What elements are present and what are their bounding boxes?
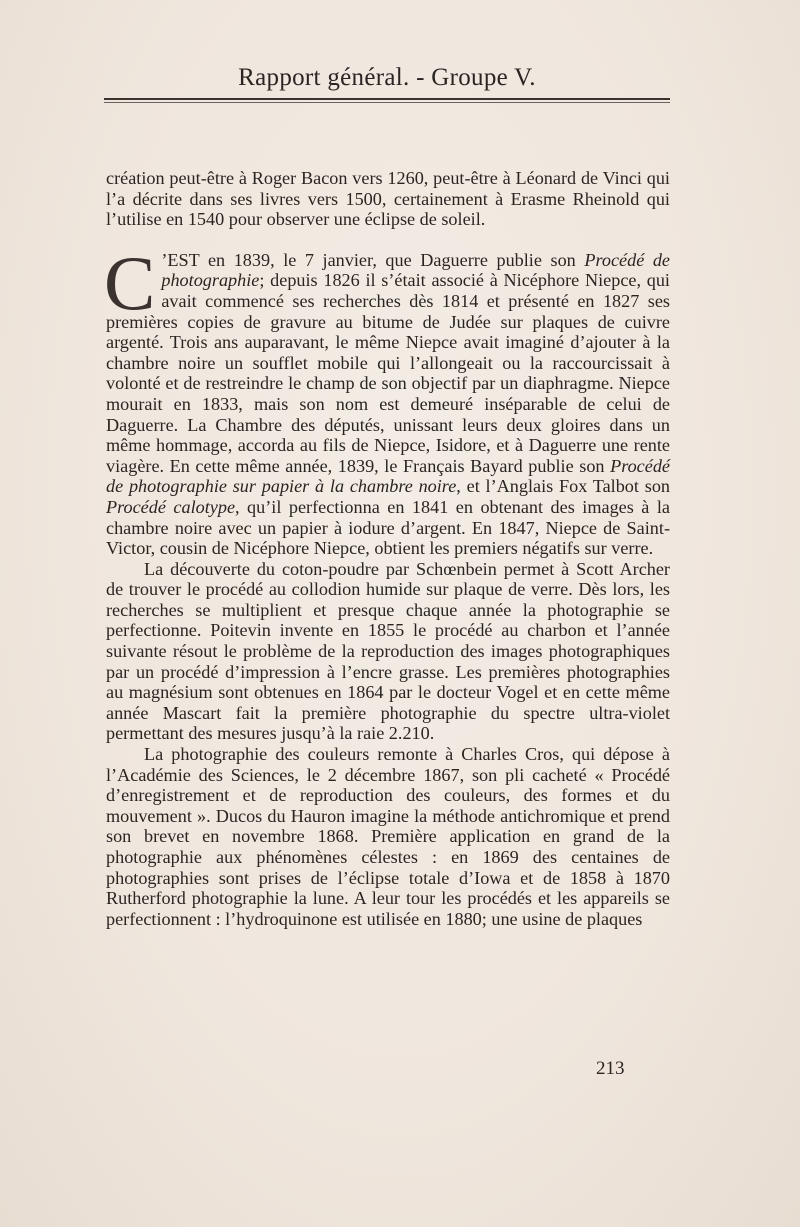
page-number: 213 (596, 1058, 625, 1079)
text-run: , qu’il perfectionna en 1841 en obtenant des images à la chambre noire avec un papier à iodure d’argent. En 1847, Niepce de Saint-Victor, cousin de Nicéphore Niepce, obtient les premiers négatifs sur verre. (106, 496, 670, 559)
italic-title: Procédé calotype (106, 496, 236, 517)
header-rule (104, 98, 670, 100)
text-run: ; depuis 1826 il s’était associé à Nicéphore Niepce, qui avait commencé ses recherches dès 1814 et présenté en 1827 ses premières copies de gravure au bitume de Judée sur plaques de cuivre argenté. Trois ans auparavant, le même Niepce avait imaginé d’ajouter à la chambre noire un soufflet mobile qui l’allongeait ou la raccourcissait à volonté et de restreindre le champ de son objectif par un diaphragme. Niepce mourait en 1833, mais son nom est demeuré inséparable de celui de Daguerre. La Chambre des députés, unissant leurs deux gloires dans un même hommage, accorda au fils de Niepce, Isidore, et à Daguerre une rente viagère. En cette même année, 1839, le Français Bayard publie son (106, 270, 670, 476)
paragraph-continued: création peut-être à Roger Bacon vers 1260, peut-être à Léonard de Vinci qui l’a décrite dans ses livres vers 1500, certainement à Erasme Rheinold qui l’utilise en 1540 pour observer une éclipse de soleil. (106, 168, 670, 230)
text-run: , et l’Anglais Fox Talbot son (456, 476, 671, 497)
header-rule-thin (104, 102, 670, 103)
running-head: Rapport général. - Groupe V. (238, 64, 536, 91)
paragraph-collodion: La découverte du coton-poudre par Schœnbein permet à Scott Archer de trouver le procédé au collodion humide sur plaque de verre. Dès lors, les recherches se multiplient et presque chaque année la photographie se perfectionne. Poitevin invente en 1855 le procédé au charbon et l’année suivante résout le problème de la reproduction des images photographiques par un procédé d’impression à l’encre grasse. Les premières photographies au magnésium sont obtenues en 1864 par le docteur Vogel et en cette même année Mascart fait la première photographie du spectre ultra-violet permettant des mesures jusqu’à la raie 2.210. (106, 558, 670, 744)
text-run: ’EST en 1839, le 7 janvier, que Daguerre publie son (161, 249, 585, 270)
paragraph-colour-photography: La photographie des couleurs remonte à Charles Cros, qui dépose à l’Académie des Sciences, le 2 décembre 1867, son pli cacheté « Procédé d’enregistrement et de reproduction des couleurs, des formes et du mouvement ». Ducos du Hauron imagine la méthode antichromique et prend son brevet en novembre 1868. Première application en grand de la photographie aux phénomènes célestes : en 1869 des centaines de photographies sont prises de l’éclipse totale d’Iowa et de 1858 à 1870 Rutherford photographie la lune. A leur tour les procédés et les appareils se perfectionnent : l’hydroquinone est utilisée en 1880; une usine de plaques (106, 744, 670, 929)
italic-title: Procédé de photographie sur papier à la chambre noire (106, 455, 670, 497)
body-text (106, 168, 670, 929)
drop-cap: C (104, 239, 156, 326)
paragraph-daguerre (104, 239, 671, 559)
italic-title: Procédé de photographie (161, 249, 670, 291)
